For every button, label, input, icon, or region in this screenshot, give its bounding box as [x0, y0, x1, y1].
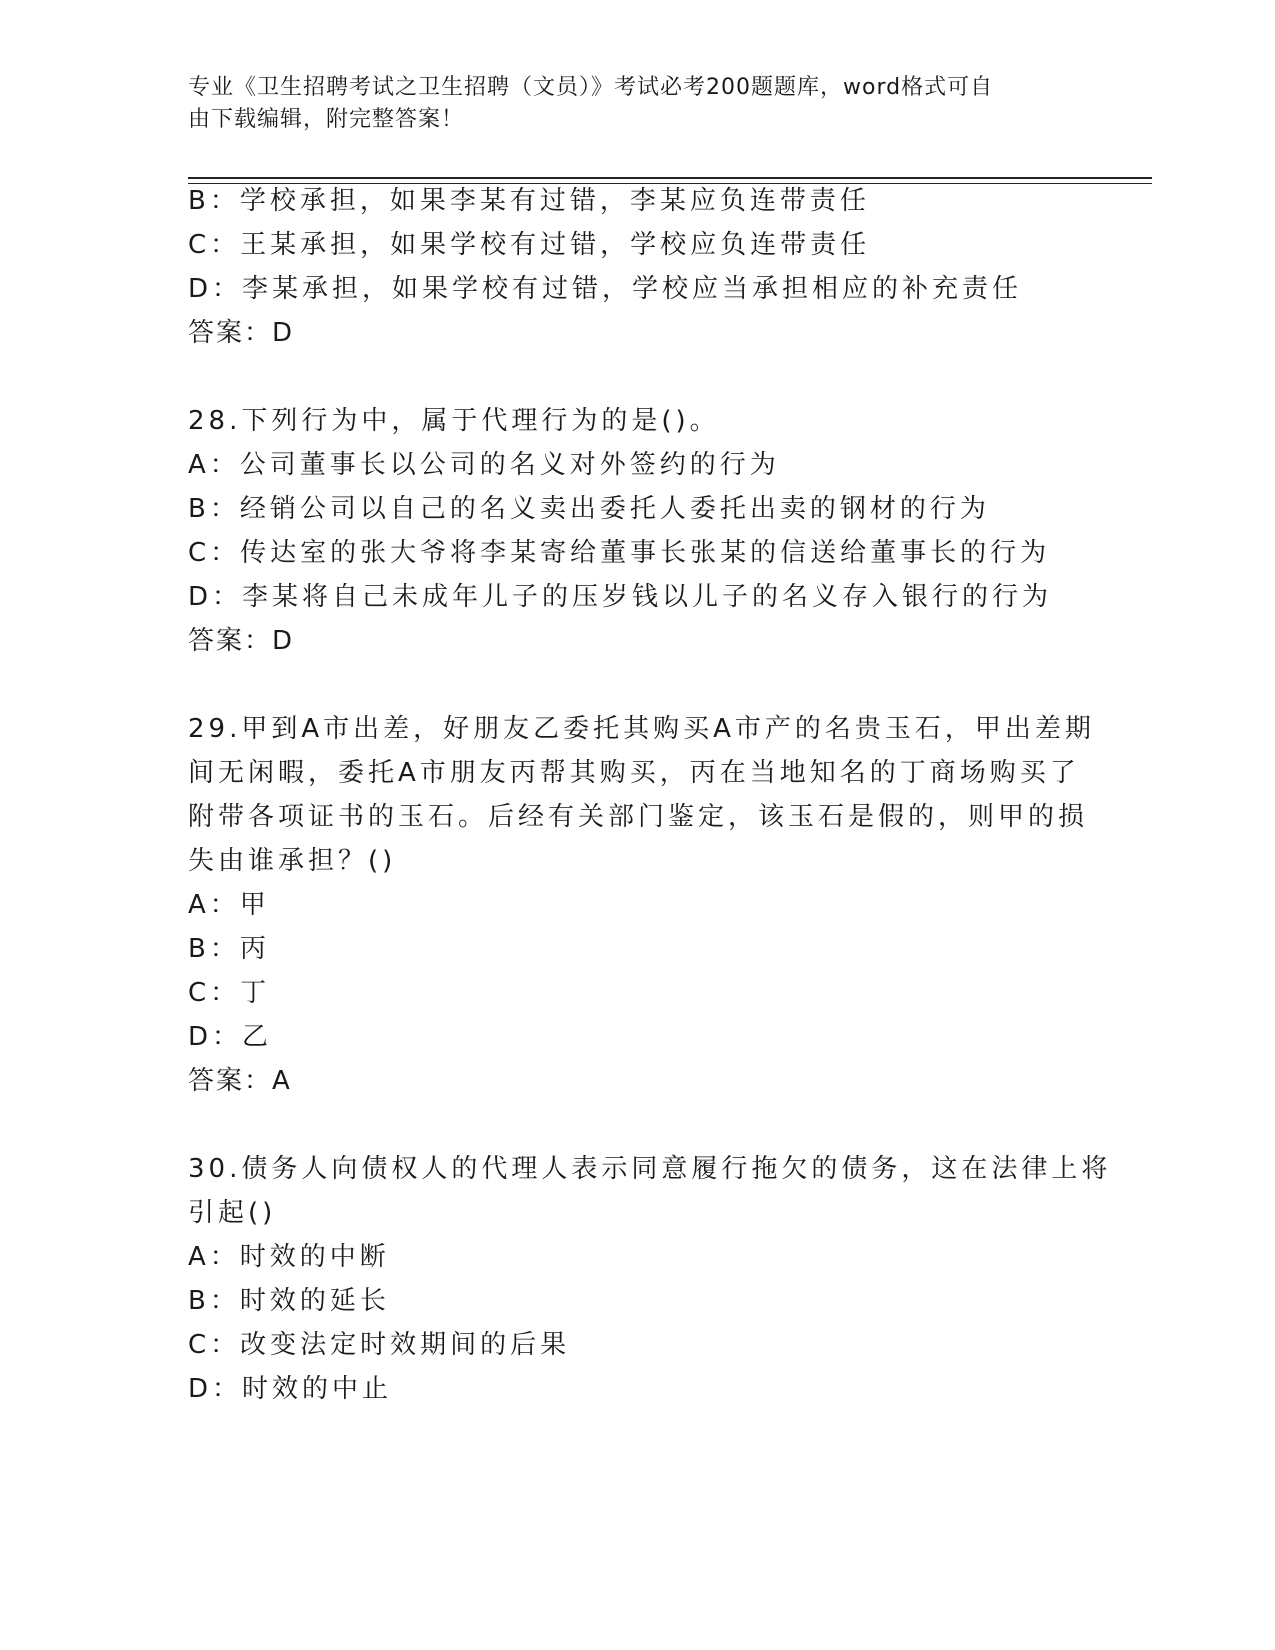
q30-option-d: D：时效的中止: [188, 1374, 393, 1404]
header-line-1: 专业《卫生招聘考试之卫生招聘（文员）》考试必考200题题库，word格式可自: [188, 75, 994, 100]
q30-option-c: C：改变法定时效期间的后果: [188, 1330, 571, 1360]
q29-option-b: B：丙: [188, 934, 270, 964]
q28-option-d: D：李某将自己未成年儿子的压岁钱以儿子的名义存入银行的行为: [188, 582, 1053, 612]
header-divider-thick: [188, 177, 1152, 179]
q27-answer: 答案：D: [188, 318, 295, 348]
q29-option-c: C：丁: [188, 978, 271, 1008]
q28-question: 28.下列行为中，属于代理行为的是()。: [188, 406, 720, 436]
q29-question-line-1: 29.甲到A市出差，好朋友乙委托其购买A市产的名贵玉石，甲出差期: [188, 714, 1095, 744]
q30-question-line-2: 引起(): [188, 1198, 277, 1228]
q29-answer: 答案：A: [188, 1066, 292, 1096]
q29-option-a: A：甲: [188, 890, 270, 920]
q29-question-line-4: 失由谁承担？(): [188, 846, 397, 876]
q28-answer: 答案：D: [188, 626, 295, 656]
q27-option-d: D：李某承担，如果学校有过错，学校应当承担相应的补充责任: [188, 274, 1023, 304]
header-line-2: 由下载编辑，附完整答案！: [188, 107, 465, 132]
q28-option-c: C：传达室的张大爷将李某寄给董事长张某的信送给董事长的行为: [188, 538, 1051, 568]
q30-option-b: B：时效的延长: [188, 1286, 390, 1316]
document-header: [188, 72, 1088, 136]
q30-option-a: A：时效的中断: [188, 1242, 390, 1272]
q29-question-line-2: 间无闲暇，委托A市朋友丙帮其购买，丙在当地知名的丁商场购买了: [188, 758, 1080, 788]
q28-option-a: A：公司董事长以公司的名义对外签约的行为: [188, 450, 780, 480]
q30-question-line-1: 30.债务人向债权人的代理人表示同意履行拖欠的债务，这在法律上将: [188, 1154, 1112, 1184]
q29-question-line-3: 附带各项证书的玉石。后经有关部门鉴定，该玉石是假的，则甲的损: [188, 802, 1089, 832]
q27-option-c: C：王某承担，如果学校有过错，学校应负连带责任: [188, 230, 871, 260]
q28-option-b: B：经销公司以自己的名义卖出委托人委托出卖的钢材的行为: [188, 494, 990, 524]
q29-option-d: D：乙: [188, 1022, 273, 1052]
q27-option-b: B：学校承担，如果李某有过错，李某应负连带责任: [188, 186, 870, 216]
